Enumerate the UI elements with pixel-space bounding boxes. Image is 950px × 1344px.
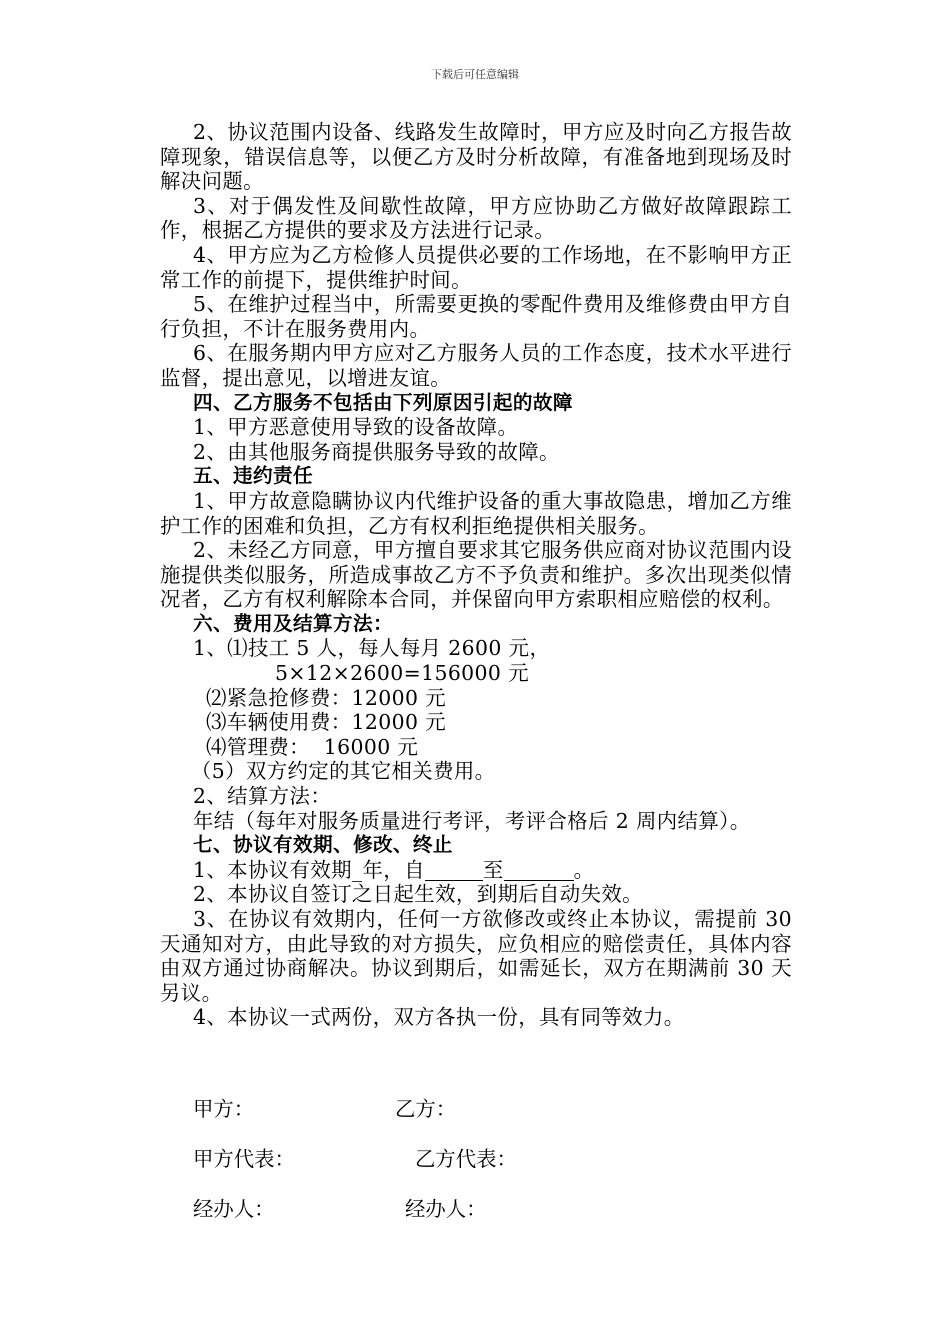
clause-3-5: 5、在维护过程当中，所需要更换的零配件费用及维修费由甲方自行负担，不计在服务费用内。 — [160, 292, 792, 341]
clause-3-2: 2、协议范围内设备、线路发生故障时，甲方应及时向乙方报告故障现象，错误信息等，以便乙方及时分析故障，有准备地到现场及时解决问题。 — [160, 120, 792, 194]
section-5-heading: 五、违约责任 — [193, 464, 313, 488]
party-b-label: 乙方： — [395, 1097, 457, 1121]
party-a-representative-label: 甲方代表： — [193, 1147, 295, 1171]
fee-item-3: ⑶车辆使用费：12000 元 — [206, 710, 447, 735]
section-6-heading: 六、费用及结算方法： — [193, 611, 393, 635]
clause-7-1 — [160, 858, 792, 883]
party-a-handler-label: 经办人： — [193, 1197, 275, 1221]
fee-item-5: （5）双方约定的其它相关费用。 — [191, 759, 496, 784]
fee-item-4: ⑷管理费： 16000 元 — [206, 734, 419, 759]
clause-5-1: 1、甲方故意隐瞒协议内代维护设备的重大事故隐患，增加乙方维护工作的困难和负担，乙方有权利拒绝提供相关服务。 — [160, 488, 792, 538]
contract-body — [160, 120, 792, 1030]
clause-3-4: 4、甲方应为乙方检修人员提供必要的工作场地，在不影响甲方正常工作的前提下，提供维护时间。 — [160, 242, 792, 292]
start-date-blank — [425, 860, 483, 881]
party-b-handler-label: 经办人： — [405, 1197, 487, 1221]
clause-4-1: 1、甲方恶意使用导致的设备故障。 — [193, 415, 519, 440]
end-date-blank — [504, 860, 574, 881]
page-header-note: 下载后可任意编辑 — [431, 68, 519, 81]
clause-5-2: 2、未经乙方同意，甲方擅自要求其它服务供应商对协议范围内设施提供类似服务，所造成事故乙方不予负责和维护。多次出现类似情况者，乙方有权利解除本合同，并保留向甲方索职相应赔偿的权利。 — [160, 538, 792, 612]
section-4-heading: 四、乙方服务不包括由下列原因引起的故障 — [193, 390, 573, 414]
settlement-method-label: 2、结算方法： — [193, 784, 332, 809]
party-a-label: 甲方： — [193, 1097, 255, 1121]
clause-4-2: 2、由其他服务商提供服务导致的故障。 — [193, 439, 560, 464]
settlement-annual: 年结（每年对服务质量进行考评，考评合格后 2 周内结算）。 — [193, 808, 751, 833]
section-7-heading: 七、协议有效期、修改、终止 — [193, 833, 453, 857]
clause-7-4: 4、本协议一式两份，双方各执一份，具有同等效力。 — [193, 1005, 685, 1030]
fee-item-1-calculation: 5×12×2600=156000 元 — [275, 661, 529, 686]
clause-7-1-text-c: 。 — [573, 857, 595, 882]
clause-7-1-text-a: 1、本协议有效期_年，自 — [193, 857, 425, 882]
fee-item-1: 1、⑴技工 5 人，每人每月 2600 元， — [193, 636, 551, 661]
party-b-representative-label: 乙方代表： — [415, 1147, 517, 1171]
clause-3-6: 6、在服务期内甲方应对乙方服务人员的工作态度，技术水平进行监督，提出意见，以增进友谊。 — [160, 341, 792, 390]
fee-item-2: ⑵紧急抢修费：12000 元 — [206, 685, 447, 710]
clause-7-1-text-b: 至 — [482, 857, 504, 882]
clause-7-2: 2、本协议自签订之日起生效，到期后自动失效。 — [193, 882, 643, 907]
clause-7-3: 3、在协议有效期内，任何一方欲修改或终止本协议，需提前 30 天通知对方，由此导致的对方损失，应负相应的赔偿责任，具体内容由双方通过协商解决。协议到期后，如需延长，双方在期满前 30 天另议。 — [160, 907, 792, 1005]
clause-3-3: 3、对于偶发性及间歇性故障，甲方应协助乙方做好故障跟踪工作，根据乙方提供的要求及方法进行记录。 — [160, 193, 792, 243]
